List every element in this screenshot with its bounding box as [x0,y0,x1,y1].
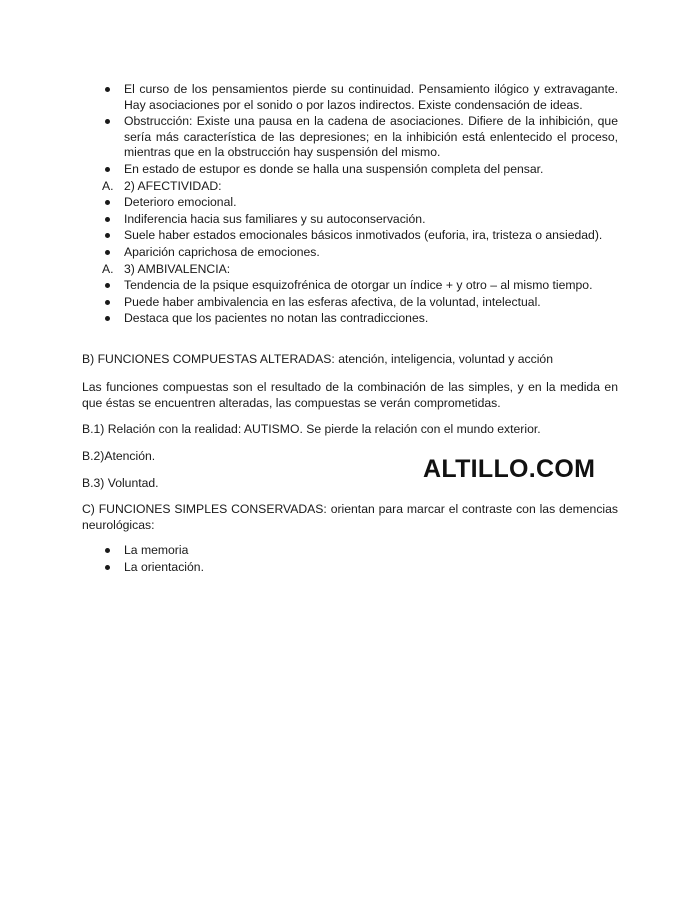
bullet-icon [102,560,118,570]
list-item: Deterioro emocional. [102,195,618,211]
list-item: El curso de los pensamientos pierde su continuidad. Pensamiento ilógico y extravagante. Hay asociaciones por el sonido o por lazos indirectos. Existe condensación de ideas. [102,82,618,113]
bullet-icon [102,212,118,222]
bullet-icon [102,245,118,255]
section-b3: B.3) Voluntad. [82,476,159,490]
bullet-icon [102,311,118,321]
list-item: Obstrucción: Existe una pausa en la cadena de asociaciones. Difiere de la inhibición, que sería más característica de las depresiones; en la inhibición está enlentecido el proceso, mientras que en la obstrucción hay suspensión del mismo. [102,114,618,161]
section-c-heading: C) FUNCIONES SIMPLES CONSERVADAS: orientan para marcar el contraste con las demencias neurológicas: [82,502,618,532]
bullet-icon [102,82,118,92]
bullet-icon [102,278,118,288]
bullet-icon [102,162,118,172]
bottom-list [102,543,618,576]
list-item-lettered: A. 2) AFECTIVIDAD: [102,178,222,193]
top-list [102,82,618,328]
list-letter: A. [102,261,114,276]
section-b-heading: B) FUNCIONES COMPUESTAS ALTERADAS: atención, inteligencia, voluntad y acción [82,352,553,366]
list-item-lettered: A. 3) AMBIVALENCIA: [102,261,231,276]
section-b-intro: Las funciones compuestas son el resultado de la combinación de las simples, y en la medida en que éstas se encuentren alteradas, las compuestas se verán comprometidas. [82,380,618,410]
bullet-icon [102,295,118,305]
list-item: La memoria [102,543,618,559]
section-b1: B.1) Relación con la realidad: AUTISMO. Se pierde la relación con el mundo exterior. [82,422,541,436]
bullet-icon [102,543,118,553]
list-letter: A. [102,178,114,193]
bullet-icon [102,228,118,238]
bullet-icon [102,195,118,205]
list-item: Puede haber ambivalencia en las esferas afectiva, de la voluntad, intelectual. [102,295,618,311]
list-item: Aparición caprichosa de emociones. [102,245,618,261]
list-item: Destaca que los pacientes no notan las contradicciones. [102,311,618,327]
list-item: Indiferencia hacia sus familiares y su autoconservación. [102,212,618,228]
list-item: En estado de estupor es donde se halla una suspensión completa del pensar. [102,162,618,178]
list-item: Suele haber estados emocionales básicos inmotivados (euforia, ira, tristeza o ansiedad). [102,228,618,244]
list-item: La orientación. [102,560,618,576]
section-b2: B.2)Atención. [82,449,156,463]
watermark-logo: ALTILLO.COM [423,455,596,483]
list-item: Tendencia de la psique esquizofrénica de otorgar un índice + y otro – al mismo tiempo. [102,278,618,294]
bullet-icon [102,114,118,124]
